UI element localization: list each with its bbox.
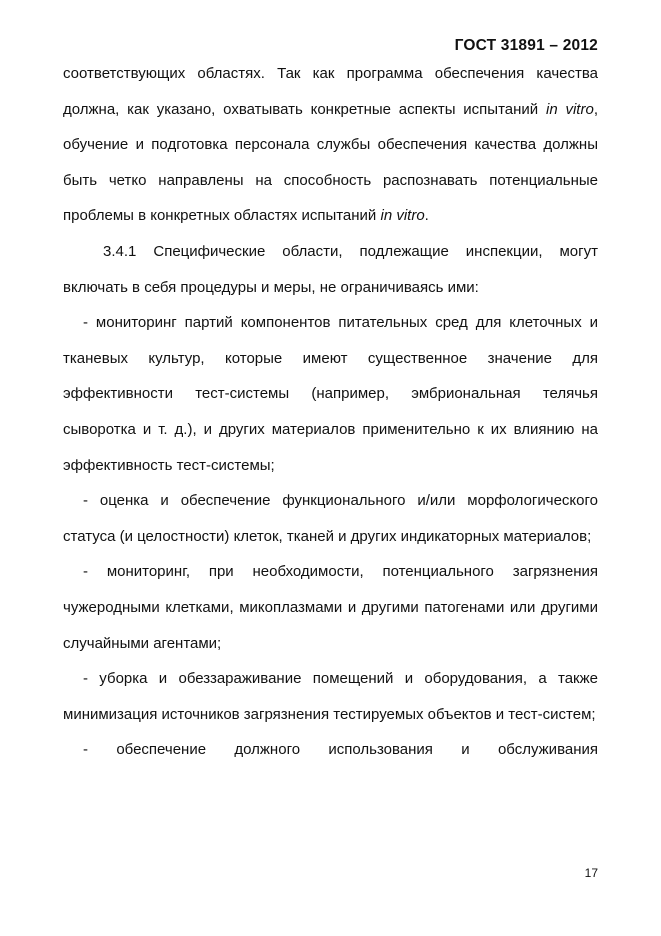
paragraph-intro-part-a: соответствующих областях. Так как программа обеспечения качества должна, как указано, охватывать конкретные аспекты испытаний — [63, 65, 598, 118]
page-number: 17 — [584, 866, 598, 880]
list-item-cell-status: - оценка и обеспечение функционального и/или морфологического статуса (и целостности) клеток, тканей и других индикаторных материалов; — [63, 492, 598, 545]
list-item-medium-components: - мониторинг партий компонентов питательных сред для клеточных и тканевых культур, которые имеют существенное значение для эффективности тест-системы (например, эмбриональная телячья сыворотка и т. д.), и других материалов применительно к их влиянию на эффективность тест-системы; — [63, 314, 598, 474]
list-item-cleaning: - уборка и обеззараживание помещений и оборудования, а также минимизация источников загрязнения тестируемых объектов и тест-систем; — [63, 670, 598, 723]
paragraph-intro-part-b: , обучение и подготовка персонала службы обеспечения качества должны быть четко направлены на способность распознавать потенциальные проблемы в конкретных областях испытаний — [63, 100, 598, 225]
document-header: ГОСТ 31891 – 2012 — [454, 37, 598, 54]
paragraph-intro-part-c: . — [424, 207, 429, 225]
in-vitro-term-1: in vitro — [545, 100, 594, 118]
list-item-contamination-monitoring: - мониторинг, при необходимости, потенциального загрязнения чужеродными клетками, микоплазмами и другими патогенами или другими случайными агентами; — [63, 563, 598, 652]
document-body — [63, 56, 598, 768]
list-item-equipment-use: - обеспечение должного использования и обслуживания — [83, 741, 598, 759]
in-vitro-term-2: in vitro — [380, 207, 425, 225]
paragraph-3-4-1: 3.4.1 Специфические области, подлежащие инспекции, могут включать в себя процедуры и меры, не ограничиваясь ими: — [63, 242, 598, 296]
paragraph-intro — [63, 56, 598, 234]
